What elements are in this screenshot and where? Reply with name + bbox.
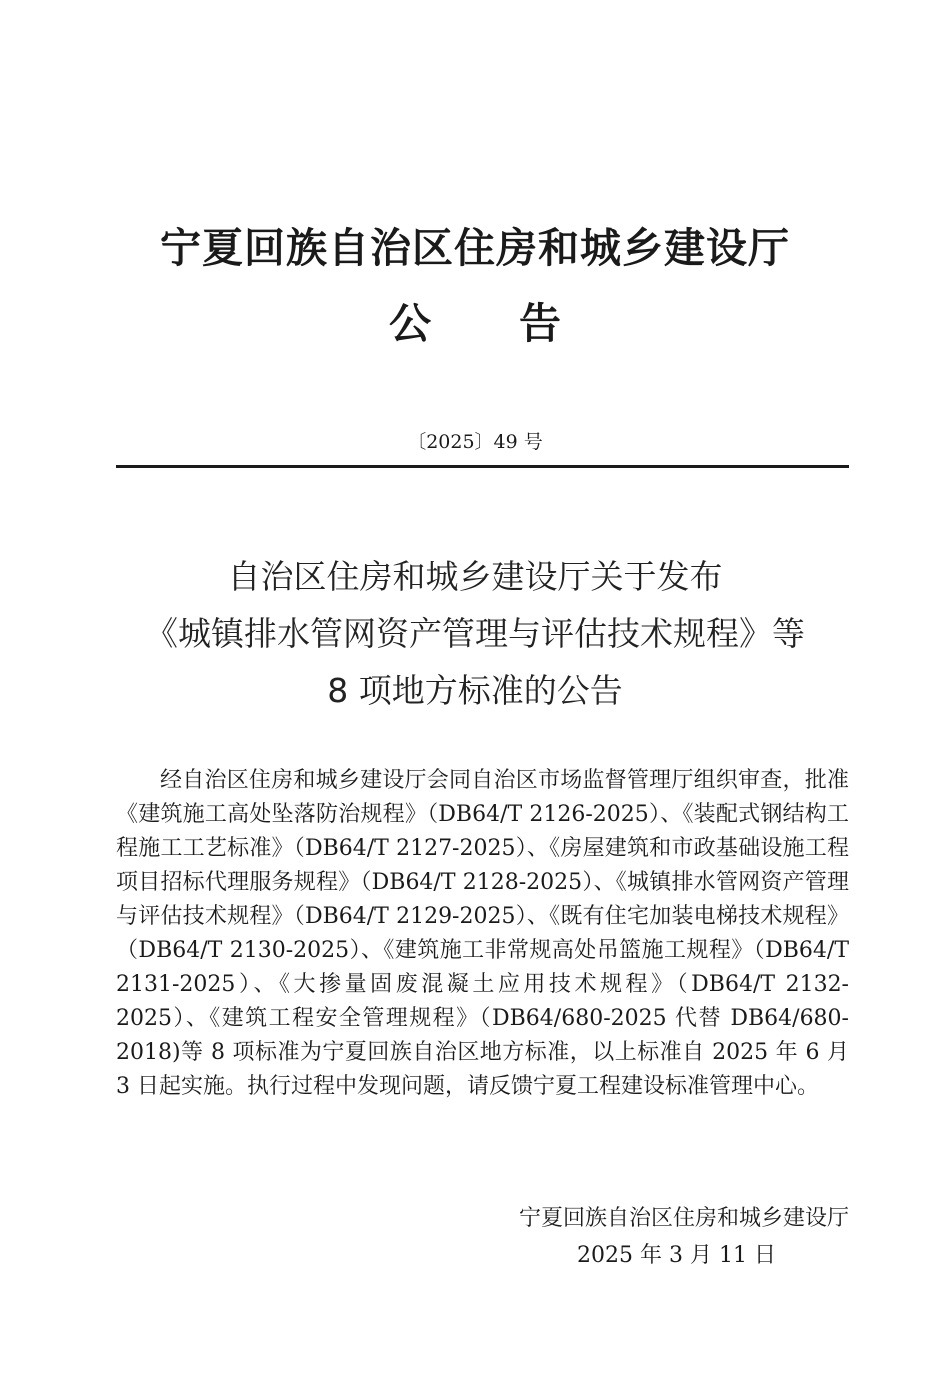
signature-date: 2025 年 3 月 11 日 [577, 1243, 776, 1268]
document-type-char-1: 公 [388, 299, 431, 348]
document-type-heading [0, 296, 950, 352]
announcement-body [116, 764, 849, 1104]
signature-organization: 宁夏回族自治区住房和城乡建设厅 [518, 1206, 849, 1231]
title-line-3: 8 项地方标准的公告 [327, 671, 623, 710]
issuer-heading: 宁夏回族自治区住房和城乡建设厅 [160, 224, 790, 272]
header-divider [116, 465, 849, 468]
title-line-1: 自治区住房和城乡建设厅关于发布 [227, 557, 723, 596]
title-line-2: 《城镇排水管网资产管理与评估技术规程》等 [145, 614, 805, 653]
body-paragraph: 经自治区住房和城乡建设厅会同自治区市场监督管理厅组织审查，批准《建筑施工高处坠落防治规程》（DB64/T 2126-2025）、《装配式钢结构工程施工工艺标准》（DB64/T 2127-2025）、《房屋建筑和市政基础设施工程项目招标代理服务规程》（DB64/T 2128-2025）、《城镇排水管网资产管理与评估技术规程》（DB64/T 2129-2025）、《既有住宅加装电梯技术规程》（DB64/T 2130-2025）、《建筑施工非常规高处吊篮施工规程》（DB64/T 2131-2025）、《大掺量固废混凝土应用技术规程》（DB64/T 2132-2025）、《建筑工程安全管理规程》（DB64/680-2025 代替 DB64/680-2018)等 8 项标准为宁夏回族自治区地方标准，以上标准自 2025 年 6 月 3 日起实施。执行过程中发现问题，请反馈宁夏工程建设标准管理中心。 [116, 768, 849, 1099]
document-type-char-2: 告 [519, 299, 562, 348]
document-number: 〔2025〕49 号 [407, 431, 543, 453]
announcement-title [60, 548, 890, 719]
